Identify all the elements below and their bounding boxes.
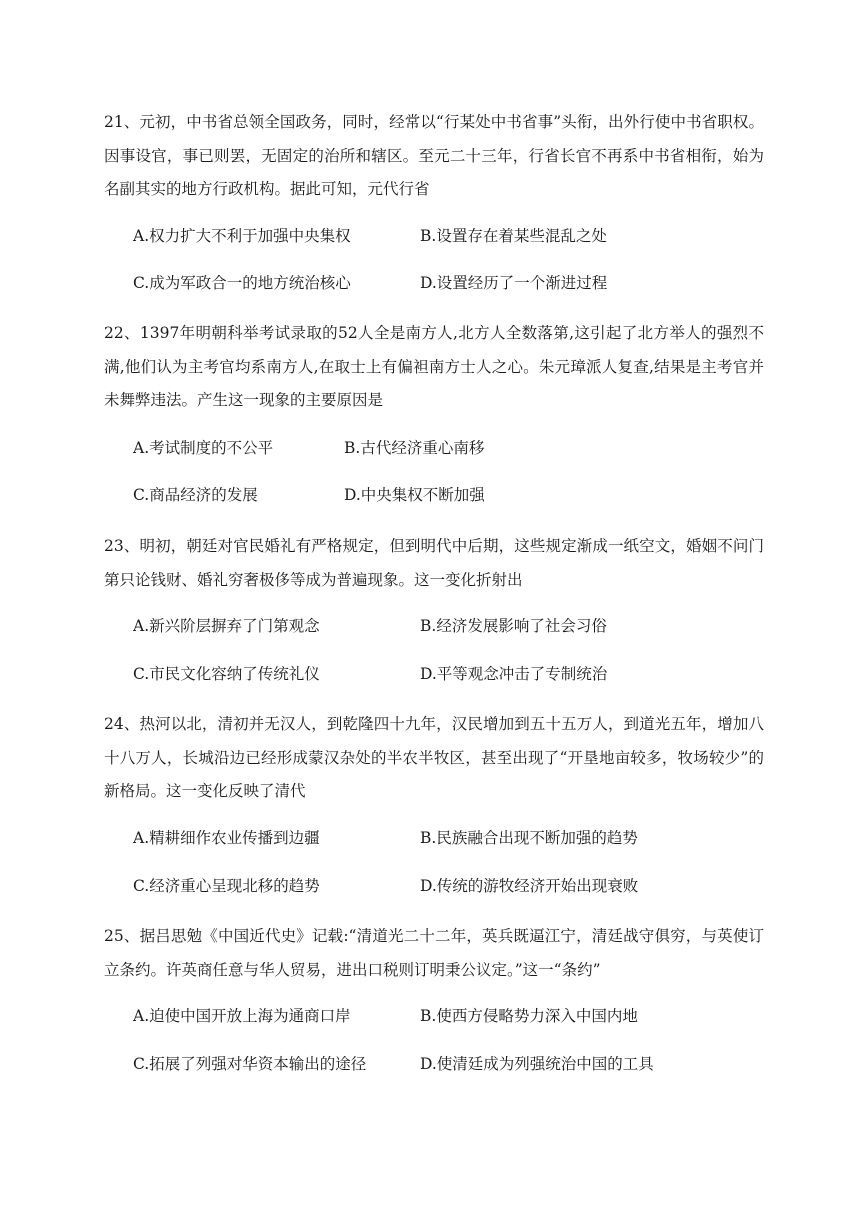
- question-25-option-a: A.迫使中国开放上海为通商口岸: [133, 1007, 351, 1025]
- question-25-stem: 25、据吕思勉《中国近代史》记载:“清道光二十二年，英兵既逼江宁，清廷战守俱穷，与英使订立条约。许英商任意与华人贸易，进出口税则订明秉公议定。”这一“条约”: [104, 927, 764, 979]
- question-21-option-d: D.设置经历了一个渐进过程: [420, 274, 608, 292]
- question-24-option-d: D.传统的游牧经济开始出现衰败: [420, 877, 639, 895]
- question-24-option-b: B.民族融合出现不断加强的趋势: [420, 829, 638, 847]
- question-21-option-c: C.成为军政合一的地方统治核心: [133, 274, 351, 292]
- question-23-option-d: D.平等观念冲击了专制统治: [420, 665, 608, 683]
- question-22-option-a: A.考试制度的不公平: [133, 439, 274, 457]
- question-22-option-c: C.商品经济的发展: [133, 486, 258, 504]
- question-24-option-a: A.精耕细作农业传播到边疆: [133, 829, 320, 847]
- question-23-option-c: C.市民文化容纳了传统礼仪: [133, 665, 320, 683]
- question-21-option-b: B.设置存在着某些混乱之处: [420, 227, 607, 245]
- question-25-option-c: C.拓展了列强对华资本输出的途径: [133, 1055, 367, 1073]
- question-25-option-d: D.使清廷成为列强统治中国的工具: [420, 1055, 654, 1073]
- question-22-stem: 22、1397年明朝科举考试录取的52人全是南方人,北方人全数落第,这引起了北方举人的强烈不满,他们认为主考官均系南方人,在取士上有偏袒南方士人之心。朱元璋派人复查,结果是主考官并未舞弊违法。产生这一现象的主要原因是: [104, 324, 764, 409]
- question-21-option-a: A.权力扩大不利于加强中央集权: [133, 227, 351, 245]
- question-22-option-b: B.古代经济重心南移: [344, 439, 485, 457]
- question-23-option-b: B.经济发展影响了社会习俗: [420, 617, 607, 635]
- question-21-stem: 21、元初，中书省总领全国政务，同时，经常以“行某处中书省事”头衔，出外行使中书省职权。因事设官，事已则罢，无固定的治所和辖区。至元二十三年，行省长官不再系中书省相衔，始为名副其实的地方行政机构。据此可知，元代行省: [104, 113, 764, 198]
- question-23-option-a: A.新兴阶层摒弃了门第观念: [133, 617, 320, 635]
- question-25-option-b: B.使西方侵略势力深入中国内地: [420, 1007, 638, 1025]
- question-23-stem: 23、明初，朝廷对官民婚礼有严格规定，但到明代中后期，这些规定渐成一纸空文，婚姻不问门第只论钱财、婚礼穷奢极侈等成为普遍现象。这一变化折射出: [104, 537, 764, 589]
- question-24-option-c: C.经济重心呈现北移的趋势: [133, 877, 320, 895]
- question-24-stem: 24、热河以北，清初并无汉人，到乾隆四十九年，汉民增加到五十五万人，到道光五年，增加八十八万人，长城沿边已经形成蒙汉杂处的半农半牧区，甚至出现了“开垦地亩较多，牧场较少”的新格局。这一变化反映了清代: [104, 715, 764, 800]
- question-22-option-d: D.中央集权不断加强: [344, 486, 485, 504]
